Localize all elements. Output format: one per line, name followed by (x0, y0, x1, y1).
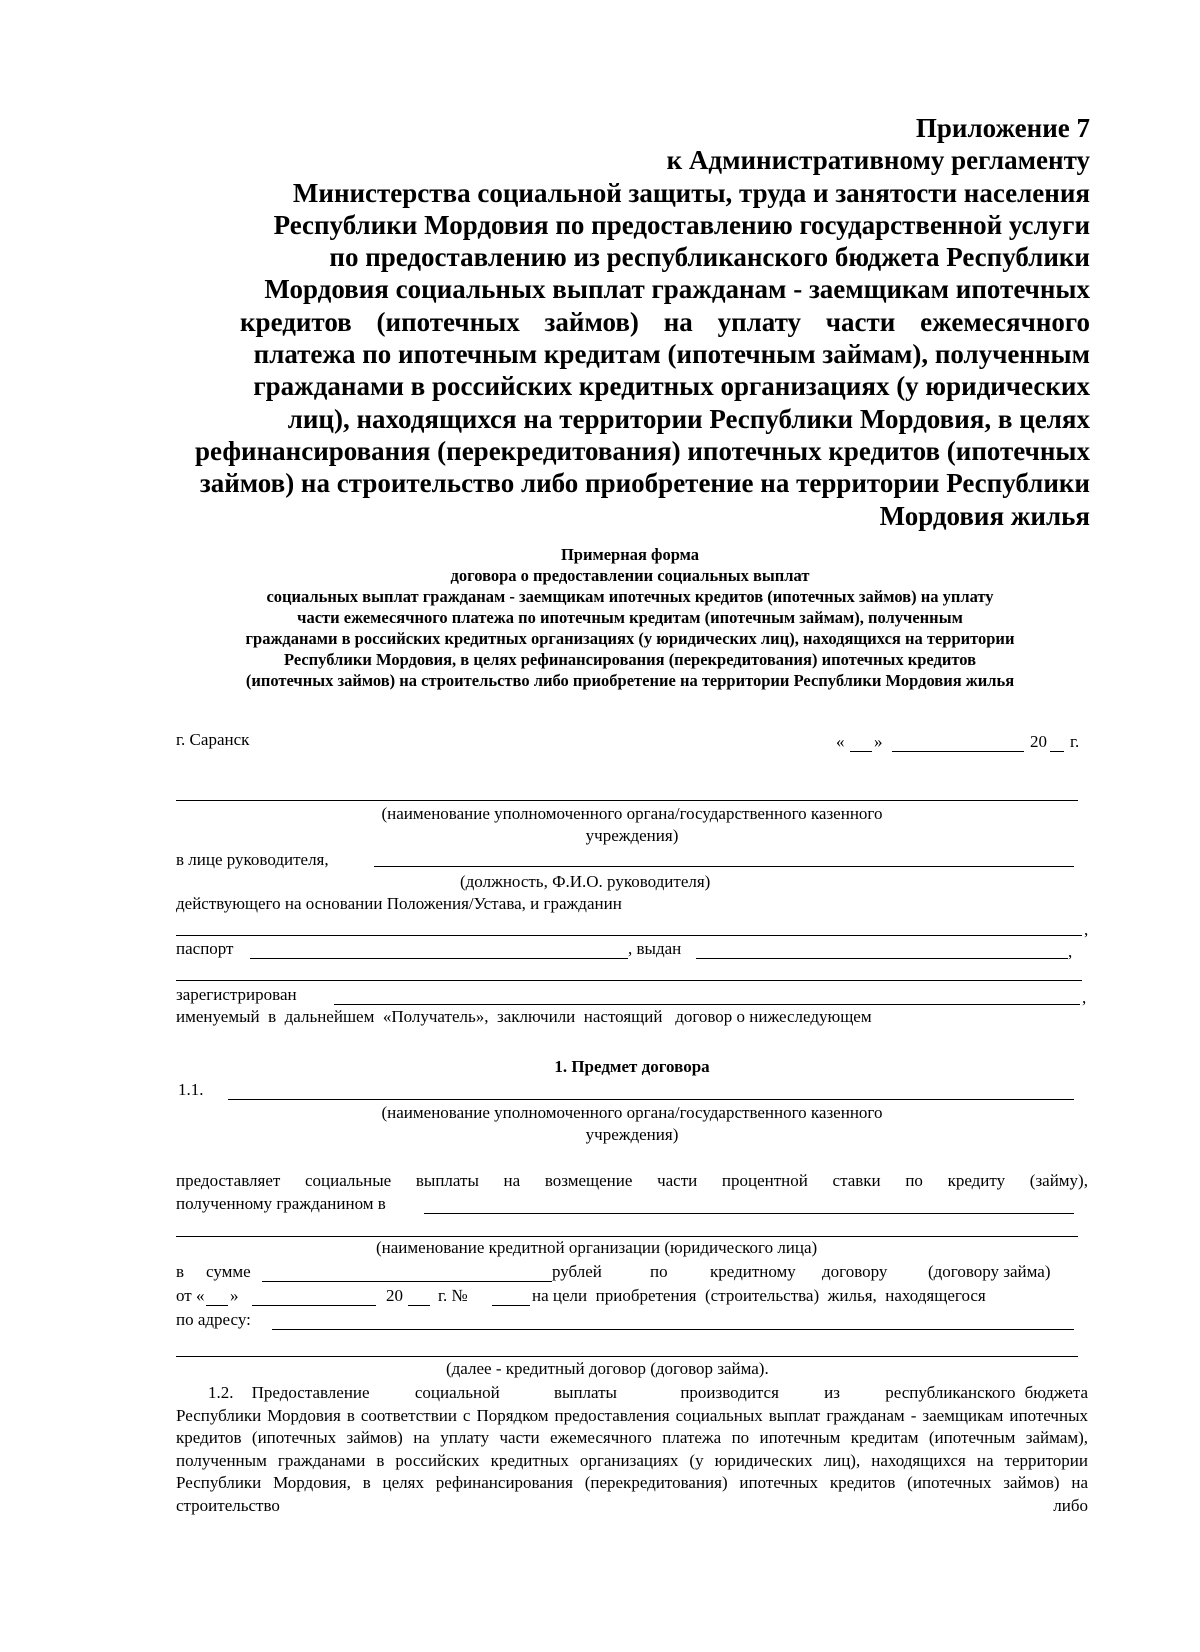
provides-word: (займу), (1029, 1171, 1088, 1190)
clause-1-2-first-line: 1.2. Предоставление социальной выплаты производится из республиканского бюджета (208, 1383, 1088, 1402)
organization-blank[interactable] (176, 800, 1078, 801)
date-year-blank[interactable] (1050, 751, 1064, 752)
provides-word: процентной (721, 1171, 808, 1190)
number-blank[interactable] (492, 1305, 530, 1306)
issued-comma: , (1068, 942, 1073, 961)
from-year-prefix: 20 (386, 1286, 403, 1305)
appendix-line: Мордовия жилья (879, 500, 1090, 531)
appendix-line: к Административному регламенту (666, 145, 1090, 176)
credit-label: кредитному (710, 1262, 796, 1281)
city-label: г. Саранск (176, 730, 250, 749)
head-blank[interactable] (374, 866, 1074, 867)
organization-caption (176, 803, 1088, 847)
caption-line: (наименование уполномоченного органа/государственного казенного (381, 804, 883, 823)
clause-1-1-org-caption (176, 1102, 1088, 1146)
number-label: г. № (438, 1286, 468, 1305)
provides-word: ставки (832, 1171, 881, 1190)
contract-label: договору (822, 1262, 888, 1281)
from-month-blank[interactable] (252, 1305, 376, 1306)
basis-text: действующего на основании Положения/Устава, и гражданин (176, 894, 622, 913)
address-label: по адресу: (176, 1310, 251, 1329)
from-year-blank[interactable] (408, 1305, 430, 1306)
issued-blank[interactable] (696, 958, 1068, 959)
address-extra-blank[interactable] (176, 1356, 1078, 1357)
registered-comma: , (1082, 988, 1087, 1007)
form-title-line: гражданами в российских кредитных организациях (у юридических лиц), находящихся на территории (245, 629, 1015, 648)
form-title-line: (ипотечных займов) на строительство либо приобретение на территории Республики Мордовия жилья (245, 671, 1015, 690)
appendix-line: по предоставлению из республиканского бюджета Республики (329, 242, 1090, 273)
provides-text (176, 1170, 1088, 1192)
caption-line: учреждения) (585, 1125, 679, 1144)
appendix-line: платежа по ипотечным кредитам (ипотечным займам), полученным (253, 339, 1090, 370)
appendix-line: Республики Мордовия по предоставлению государственной услуги (273, 209, 1090, 240)
appendix-line: гражданами в российских кредитных организациях (у юридических (253, 371, 1090, 402)
recipient-text: именуемый в дальнейшем «Получатель», заключили настоящий договор о нижеследующем (176, 1007, 872, 1026)
caption-line: (наименование уполномоченного органа/государственного казенного (381, 1103, 883, 1122)
loan-contract-label: (договору займа) (928, 1262, 1051, 1281)
provides-word: предоставляет (176, 1171, 281, 1190)
date-month-blank[interactable] (892, 751, 1024, 752)
appendix-line: рефинансирования (перекредитования) ипотечных кредитов (ипотечных (195, 435, 1090, 466)
citizen-comma: , (1084, 920, 1089, 939)
sum-label: сумме (206, 1262, 251, 1281)
appendix-line: Приложение 7 (915, 113, 1090, 143)
clause-1-1-org-blank[interactable] (228, 1099, 1074, 1100)
form-title-line: части ежемесячного платежа по ипотечным кредитам (ипотечным займам), полученным (297, 608, 963, 627)
further-caption: (далее - кредитный договор (договор займа). (446, 1359, 769, 1378)
address-blank[interactable] (272, 1329, 1074, 1330)
passport-extra-blank[interactable] (176, 980, 1082, 981)
date-day-blank[interactable] (850, 751, 872, 752)
head-label: в лице руководителя, (176, 850, 329, 869)
bank-blank[interactable] (424, 1213, 1074, 1214)
provides-word: кредиту (947, 1171, 1006, 1190)
from-day-blank[interactable] (206, 1305, 228, 1306)
head-caption: (должность, Ф.И.О. руководителя) (460, 872, 711, 891)
caption-line: учреждения) (585, 826, 679, 845)
appendix-line: Мордовия социальных выплат гражданам - заемщикам ипотечных (264, 274, 1090, 305)
date-close-quote: » (874, 732, 883, 751)
bank-extra-blank[interactable] (176, 1236, 1078, 1237)
passport-blank[interactable] (250, 958, 628, 959)
per-label: по (650, 1262, 668, 1281)
form-title-line: социальных выплат гражданам - заемщикам ипотечных кредитов (ипотечных займов) на уплату (266, 587, 994, 606)
appendix-line: займов) на строительство либо приобретение на территории Республики (199, 468, 1090, 499)
appendix-line: Министерства социальной защиты, труда и занятости населения (292, 177, 1090, 208)
clause-1-2-text: Республики Мордовия в соответствии с Порядком предоставления социальных выплат гражданам - заемщикам ипотечных кредитов (ипотечных займов) на уплату части ежемесячного платежа по ипотечным кредитам (ипотечным займам), полученным гражданами в российских кредитных организациях (у юридических лиц), находящихся на территории Республики Мордовия, в целях рефинансирования (перекредитования) ипотечных кредитов (ипотечных займов) на строительство либо (176, 1405, 1088, 1515)
received-by-label: полученному гражданином в (176, 1194, 386, 1213)
appendix-line: кредитов (ипотечных займов) на уплату части ежемесячного (240, 306, 1090, 337)
issued-label: , выдан (628, 939, 682, 958)
purpose-text: на цели приобретения (строительства) жилья, находящегося (532, 1286, 986, 1305)
form-title-line: договора о предоставлении социальных выплат (450, 566, 810, 585)
appendix-header (170, 112, 1090, 532)
registered-blank[interactable] (334, 1004, 1080, 1005)
section-1-title: 1. Предмет договора (554, 1057, 710, 1076)
form-title-line: Примерная форма (560, 545, 700, 564)
from-close-quote: » (230, 1286, 239, 1305)
appendix-line: лиц), находящихся на территории Республики Мордовия, в целях (287, 403, 1090, 434)
from-label: от « (176, 1286, 205, 1305)
registered-label: зарегистрирован (176, 985, 297, 1004)
date-year-suffix: г. (1070, 732, 1080, 751)
sum-in: в (176, 1262, 185, 1281)
clause-1-1-number: 1.1. (178, 1080, 204, 1099)
date-open-quote: « (836, 732, 845, 751)
provides-word: по (905, 1171, 923, 1190)
sum-blank[interactable] (262, 1281, 552, 1282)
provides-word: социальные (304, 1171, 392, 1190)
form-title-line: Республики Мордовия, в целях рефинансирования (перекредитования) ипотечных кредитов (283, 650, 977, 669)
provides-word: возмещение (544, 1171, 633, 1190)
provides-word: на (503, 1171, 521, 1190)
citizen-blank[interactable] (176, 935, 1082, 936)
date-year-prefix: 20 (1030, 732, 1047, 751)
passport-label: паспорт (176, 939, 234, 958)
rubles-label: рублей (552, 1262, 602, 1281)
provides-word: выплаты (415, 1171, 479, 1190)
bank-caption: (наименование кредитной организации (юридического лица) (376, 1238, 818, 1257)
provides-word: части (657, 1171, 698, 1190)
form-title (150, 544, 1110, 691)
